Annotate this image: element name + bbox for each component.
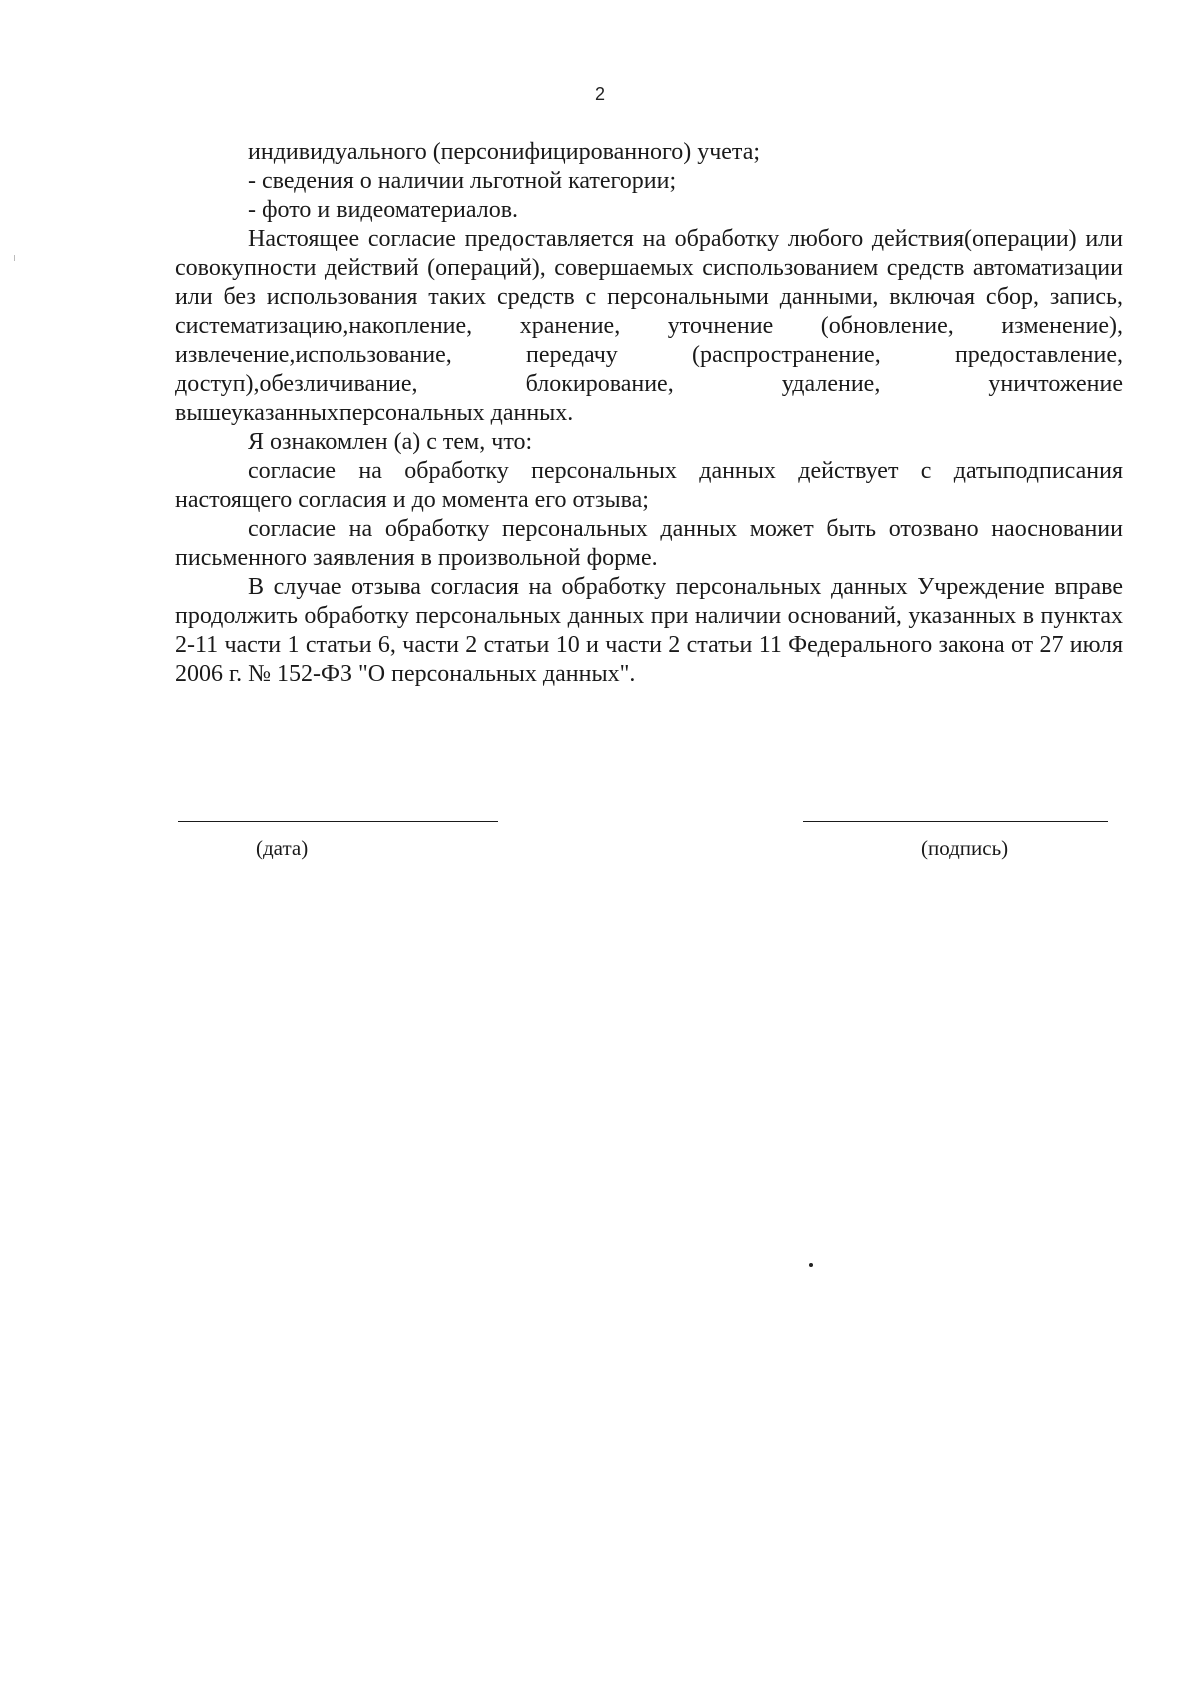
list-line: - сведения о наличии льготной категории; (248, 168, 677, 194)
signature-line (803, 821, 1108, 822)
scan-speck (809, 1263, 813, 1267)
paragraph-revocation: согласие на обработку персональных данных может быть отозвано наосновании письменного заявления в произвольной форме. (175, 516, 1123, 571)
date-caption: (дата) (256, 836, 309, 860)
paragraph-validity: согласие на обработку персональных данных действует с датыподписания настоящего согласия и до момента его отзыва; (175, 458, 1123, 513)
list-line: - фото и видеоматериалов. (248, 197, 519, 223)
paragraph-processing-scope: Настоящее согласие предоставляется на обработку любого действия(операции) или совокупности действий (операций), совершаемых сиспользованием средств автоматизации или без использования таких средств с персональными данными, включая сбор, запись, систематизацию,накопление, хранение, уточнение (обновление, изменение), извлечение,использование, передачу (распространение, предоставление, доступ),обезличивание, блокирование, удаление, уничтожение вышеуказанныхперсональных данных. (175, 226, 1123, 426)
scan-mark (14, 255, 15, 261)
page-number: 2 (594, 84, 605, 104)
list-line: индивидуального (персонифицированного) учета; (248, 139, 761, 165)
date-line (178, 821, 498, 822)
paragraph-acknowledgement: Я ознакомлен (а) с тем, что: (248, 429, 533, 455)
paragraph-legal-basis: В случае отзыва согласия на обработку персональных данных Учреждение вправе продолжить обработку персональных данных при наличии оснований, указанных в пунктах 2-11 части 1 статьи 6, части 2 статьи 10 и части 2 статьи 11 Федерального закона от 27 июля 2006 г. № 152-ФЗ "О персональных данных". (175, 574, 1123, 687)
consent-body (175, 138, 1123, 689)
signature-caption: (подпись) (921, 836, 1009, 860)
